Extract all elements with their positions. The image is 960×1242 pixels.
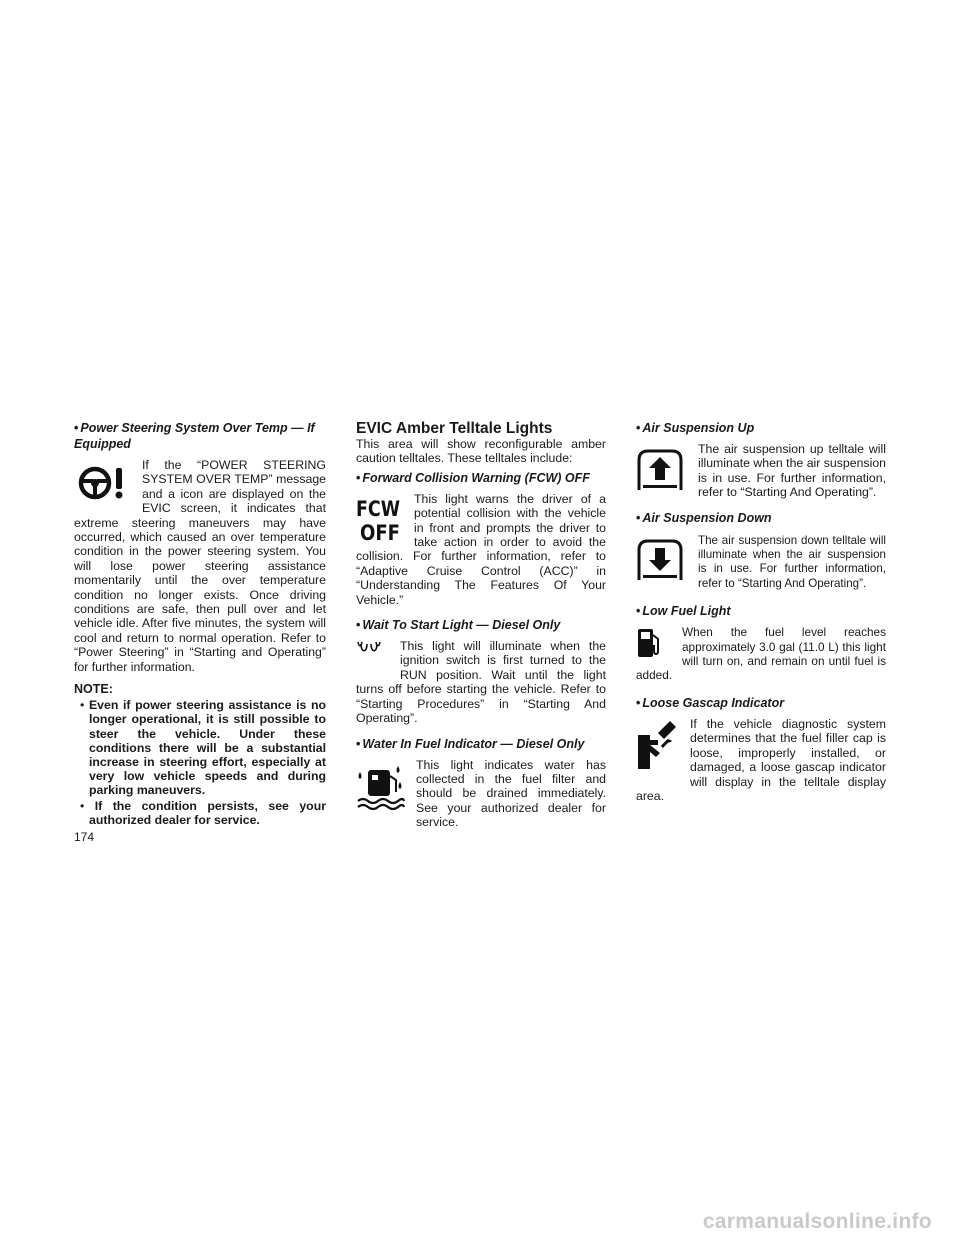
column-amber-telltales: [356, 420, 606, 830]
column-power-steering: [74, 420, 326, 828]
low-fuel-body: When the fuel level reaches approximately 3.0 gal (11.0 L) this light will turn on, and remain on until fuel is added.: [636, 625, 886, 683]
svg-text:OFF: OFF: [360, 520, 400, 545]
power-steering-heading-cont: Equipped: [74, 437, 131, 451]
power-steering-warning-icon: [78, 462, 128, 509]
fcw-off-icon: [356, 496, 402, 547]
section-intro: This area will show reconfigurable amber caution telltales. These telltales include:: [356, 437, 606, 466]
loose-gascap-heading: • Loose Gascap Indicator: [636, 695, 785, 710]
air-suspension-down-icon: [636, 538, 684, 587]
water-in-fuel-heading: • Water In Fuel Indicator — Diesel Only: [356, 736, 585, 751]
glow-plug-icon: [356, 639, 384, 666]
power-steering-heading: • Power Steering System Over Temp — If: [74, 421, 315, 435]
water-in-fuel-body: This light indicates water has collected in the fuel filter and should be drained immediately. See your authorized dealer for service.: [416, 757, 606, 830]
note-item: • If the condition persists, see your authorized dealer for service.: [80, 798, 326, 827]
water-in-fuel-icon: [356, 762, 404, 815]
wait-to-start-heading: • Wait To Start Light — Diesel Only: [356, 618, 561, 633]
svg-text:FCW: FCW: [356, 496, 400, 521]
air-suspension-down-body: The air suspension down telltale will illuminate when the air suspension is in use. For further information, refer to “Starting And Operating”.: [698, 533, 886, 590]
loose-gascap-body: If the vehicle diagnostic system determines that the fuel filler cap is loose, improperly installed, or damaged, a loose gascap indicator will display in the telltale display area.: [636, 716, 886, 803]
low-fuel-heading: • Low Fuel Light: [636, 604, 731, 619]
air-suspension-down-heading: • Air Suspension Down: [636, 510, 772, 525]
power-steering-body: If the “POWER STEERING SYSTEM OVER TEMP” message and a icon are displayed on the EVIC screen, it indicates that extreme steering maneuvers may have occurred, which caused an over temperature condition in the power steering system. You will lose power steering assistance momentarily until the over temperature condition no longer exists. Once driving conditions are safe, then pull over and let vehicle idle. After five minutes, the system will cool and return to normal operation. Refer to “Power Steering” in “Starting and Operating” for further information.: [74, 458, 326, 674]
loose-gascap-icon: [636, 719, 680, 776]
column-suspension-fuel: [636, 420, 886, 803]
watermark-text: carmanualsonline.info: [702, 1210, 932, 1233]
page-number: 174: [74, 830, 95, 844]
fuel-pump-icon: [636, 627, 662, 664]
air-suspension-up-heading: • Air Suspension Up: [636, 421, 755, 435]
fcw-body: This light warns the driver of a potential collision with the vehicle in front and prompts the driver to take action in order to avoid the collision. For further information, refer to “Adaptive Cruise Control (ACC)” in “Understanding The Features Of Your Vehicle.”: [356, 491, 606, 607]
wait-to-start-body: This light will illuminate when the ignition switch is first turned to the RUN position. Wait until the light turns off before starting the vehicle. Refer to “Starting Procedures” in “Starting And Operating”.: [356, 639, 606, 726]
note-item: • Even if power steering assistance is no longer operational, it is still possible to steer the vehicle. Under these conditions there will be a substantial increase in steering effort, especially at very low vehicle speeds and during parking maneuvers.: [80, 698, 326, 798]
air-suspension-up-icon: [636, 448, 684, 497]
fcw-heading: • Forward Collision Warning (FCW) OFF: [356, 470, 590, 485]
note-label: NOTE:: [74, 682, 113, 697]
section-title: EVIC Amber Telltale Lights: [356, 420, 553, 437]
air-suspension-up-body: The air suspension up telltale will illuminate when the air suspension is in use. For further information, refer to “Starting And Operating”.: [698, 442, 886, 500]
